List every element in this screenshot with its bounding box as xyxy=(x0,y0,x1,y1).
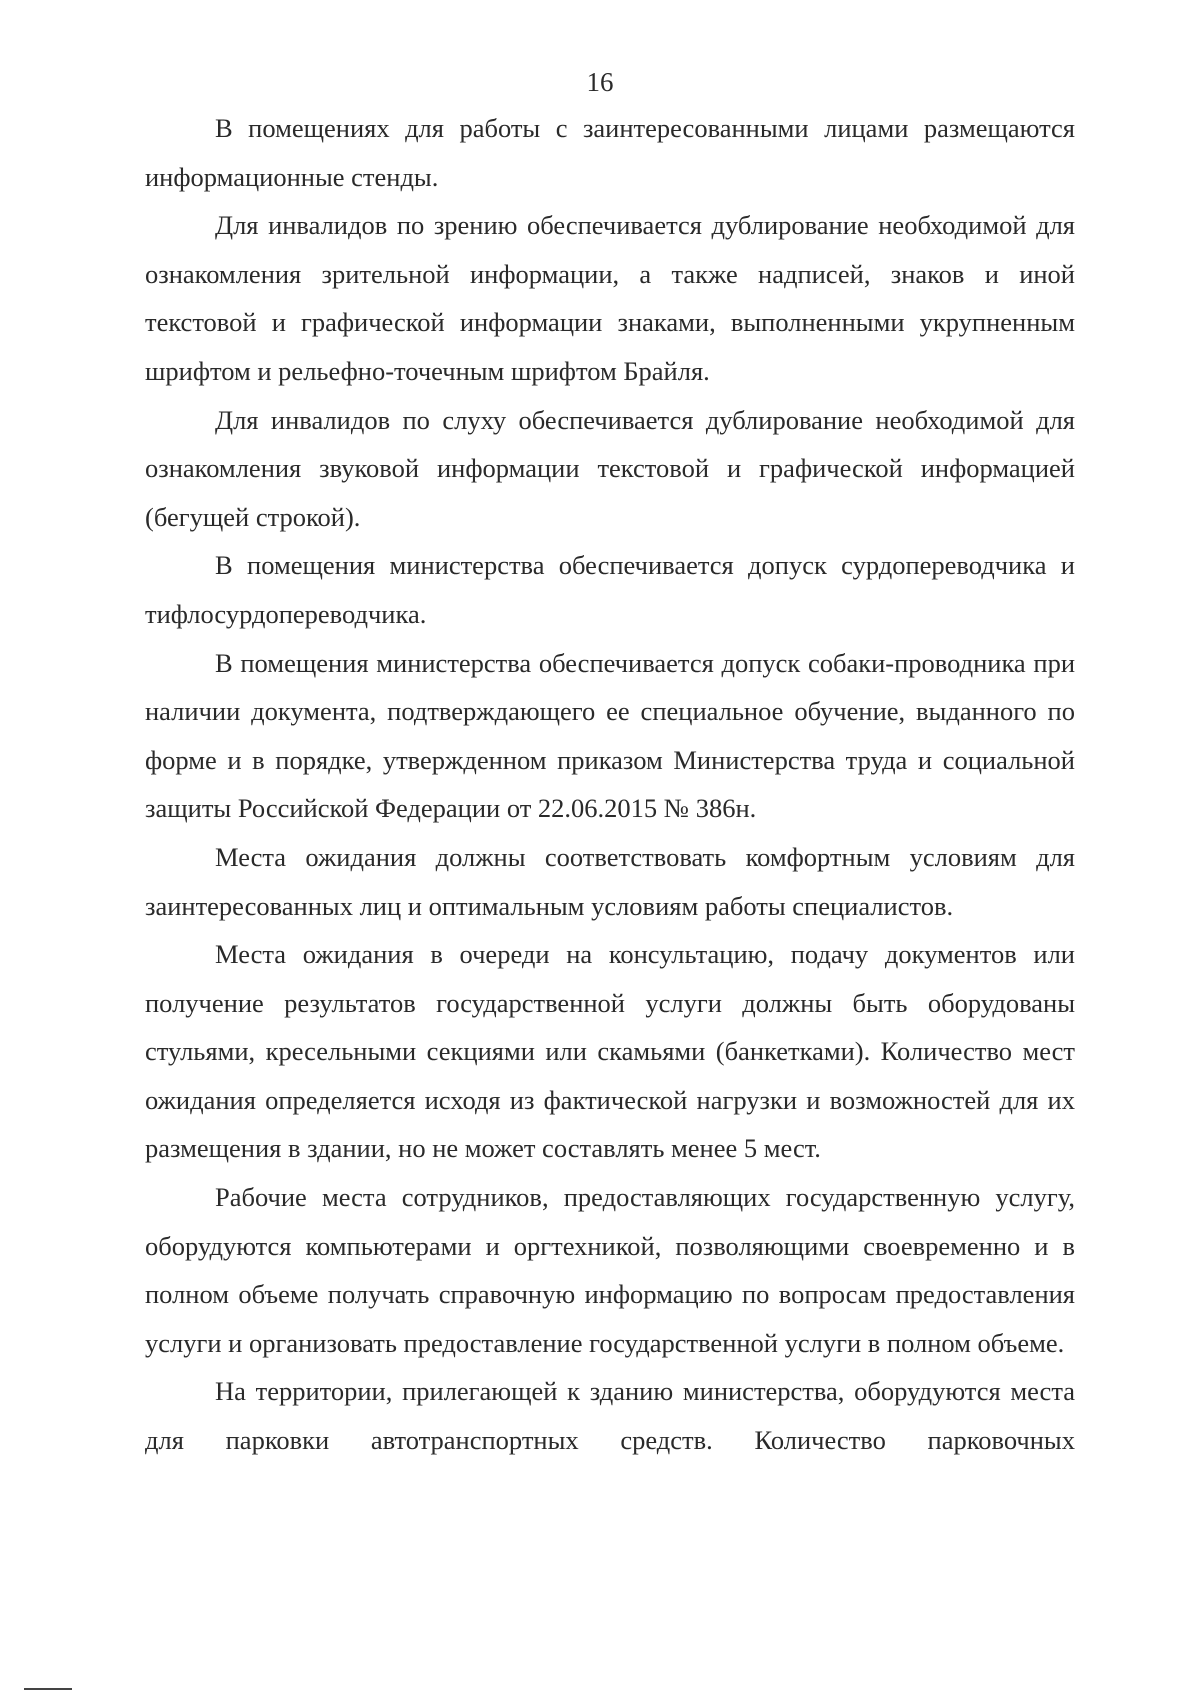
paragraph-sign-interpreter: В помещения министерства обеспечивается допуск сурдопереводчика и тифлосурдопереводчика. xyxy=(145,550,1075,629)
paragraph-workplaces: Рабочие места сотрудников, предоставляющих государственную услугу, оборудуются компьютерами и оргтехникой, позволяющими своевременно и в полном объеме получать справочную информацию по вопросам предоставления услуги и организовать предоставление государственной услуги в полном объеме. xyxy=(145,1182,1075,1358)
paragraph-visual-impairment: Для инвалидов по зрению обеспечивается дублирование необходимой для ознакомления зрительной информации, а также надписей, знаков и иной текстовой и графической информации знаками, выполненными укрупненным шрифтом и рельефно-точечным шрифтом Брайля. xyxy=(145,210,1075,386)
document-body xyxy=(145,104,1075,1465)
paragraph-hearing-impairment: Для инвалидов по слуху обеспечивается дублирование необходимой для ознакомления звуковой информации текстовой и графической информацией (бегущей строкой). xyxy=(145,404,1075,532)
scan-edge-mark xyxy=(24,1688,72,1690)
paragraph-info-stands: В помещениях для работы с заинтересованными лицами размещаются информационные стенды. xyxy=(145,113,1075,192)
paragraph-parking: На территории, прилегающей к зданию министерства, оборудуются места для парковки автотранспортных средств. Количество парковочных xyxy=(145,1376,1075,1456)
paragraph-guide-dog: В помещения министерства обеспечивается допуск собаки-проводника при наличии документа, подтверждающего ее специальное обучение, выданного по форме и в порядке, утвержденном приказом Министерства труда и социальной защиты Российской Федерации от 22.06.2015 № 386н. xyxy=(145,647,1075,824)
paragraph-waiting-queue-seating: Места ожидания в очереди на консультацию, подачу документов или получение результатов государственной услуги должны быть оборудованы стульями, кресельными секциями или скамьями (банкетками). Количество мест ожидания определяется исходя из фактической нагрузки и возможностей для их размещения в здании, но не может составлять менее 5 мест. xyxy=(145,939,1075,1164)
page-number: 16 xyxy=(586,67,614,97)
paragraph-waiting-areas: Места ожидания должны соответствовать комфортным условиям для заинтересованных лиц и оптимальным условиям работы специалистов. xyxy=(145,841,1075,921)
